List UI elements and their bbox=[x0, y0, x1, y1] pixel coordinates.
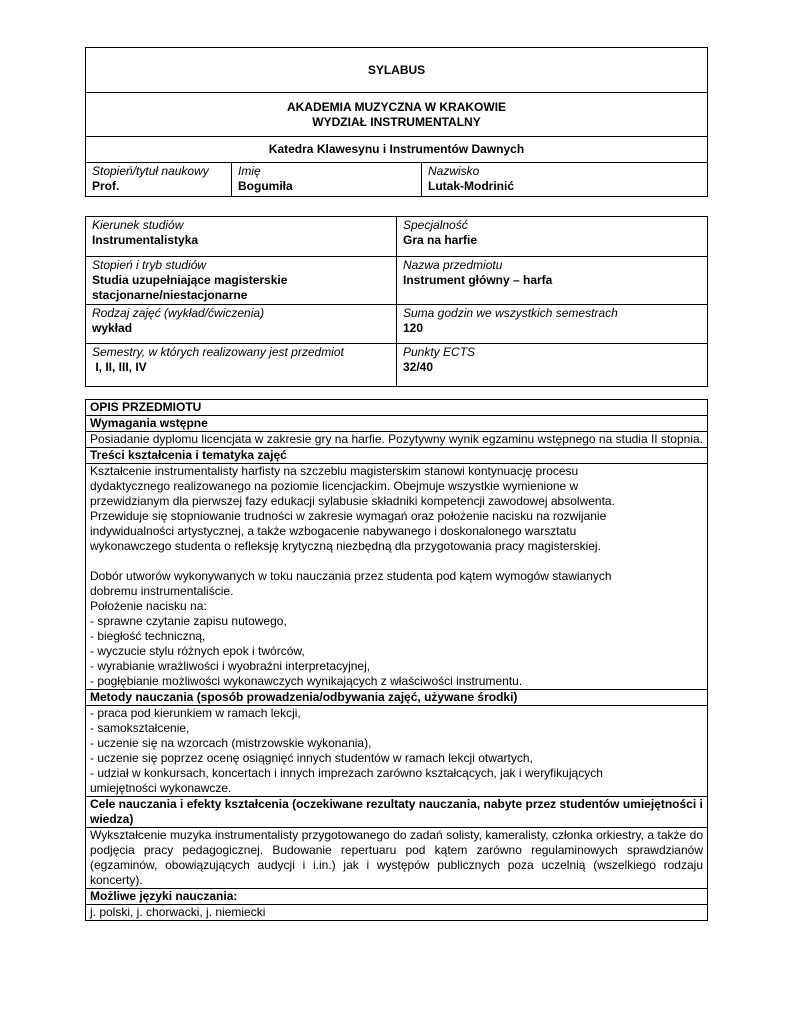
content-heading: Treści kształcenia i tematyka zajęć bbox=[86, 448, 708, 464]
semesters-value: I, II, III, IV bbox=[92, 360, 147, 374]
specialty-cell bbox=[397, 217, 708, 257]
hours-value: 120 bbox=[403, 321, 424, 335]
ects-label: Punkty ECTS bbox=[403, 345, 476, 359]
field-label: Kierunek studiów bbox=[92, 218, 184, 232]
academy-name: AKADEMIA MUZYCZNA W KRAKOWIE bbox=[286, 99, 507, 114]
firstname-cell bbox=[232, 163, 422, 197]
methods-heading: Metody nauczania (sposób prowadzenia/odbywania zajęć, używane środki) bbox=[86, 690, 708, 706]
level-value: Studia uzupełniające magisterskie stacjonarne/niestacjonarne bbox=[92, 273, 288, 302]
header-table bbox=[85, 47, 708, 197]
class-type-label: Rodzaj zajęć (wykład/ćwiczenia) bbox=[92, 306, 265, 320]
document-title: SYLABUS bbox=[86, 48, 708, 93]
semesters-cell bbox=[86, 344, 397, 387]
degree-label: Stopień/tytuł naukowy bbox=[92, 164, 209, 178]
prerequisites-text: Posiadanie dyplomu licencjata w zakresie gry na harfie. Pozytywny wynik egzaminu wstępnego na studia II stopnia. bbox=[86, 432, 708, 448]
field-value: Instrumentalistyka bbox=[92, 233, 199, 247]
study-info-table bbox=[85, 216, 708, 387]
subject-value: Instrument główny – harfa bbox=[403, 273, 553, 287]
lastname-cell bbox=[422, 163, 708, 197]
field-cell bbox=[86, 217, 397, 257]
description-table bbox=[85, 399, 708, 921]
class-type-value: wykład bbox=[92, 321, 133, 335]
department-name: Katedra Klawesynu i Instrumentów Dawnych bbox=[86, 137, 708, 163]
class-type-cell bbox=[86, 305, 397, 344]
methods-text: - praca pod kierunkiem w ramach lekcji, - samokształcenie, - uczenie się na wzorcach (mistrzowskie wykonania), - uczenie się poprzez ocenę osiągnięć innych studentów w ramach lekcji otwartych, - udział w konkursach, koncertach i innych imprezach zarówno kształcących, jak i weryfikujących umiejętności wykonawcze. bbox=[86, 706, 708, 797]
languages-heading: Możliwe języki nauczania: bbox=[86, 889, 708, 905]
level-cell bbox=[86, 257, 397, 305]
lastname-value: Lutak-Modrinić bbox=[428, 179, 514, 193]
specialty-label: Specjalność bbox=[403, 218, 468, 232]
prerequisites-heading: Wymagania wstępne bbox=[86, 416, 708, 432]
subject-cell bbox=[397, 257, 708, 305]
semesters-label: Semestry, w których realizowany jest przedmiot bbox=[92, 345, 344, 359]
goals-heading: Cele nauczania i efekty kształcenia (oczekiwane rezultaty nauczania, nabyte przez studentów umiejętności i wiedza) bbox=[86, 797, 708, 828]
institution-cell bbox=[86, 93, 708, 137]
degree-cell bbox=[86, 163, 232, 197]
ects-value: 32/40 bbox=[403, 360, 434, 374]
level-label: Stopień i tryb studiów bbox=[92, 258, 207, 272]
lastname-label: Nazwisko bbox=[428, 164, 480, 178]
languages-text: j. polski, j. chorwacki, j. niemiecki bbox=[86, 905, 708, 921]
hours-label: Suma godzin we wszystkich semestrach bbox=[403, 306, 618, 320]
content-text: Kształcenie instrumentalisty harfisty na szczeblu magisterskim stanowi kontynuację procesu dydaktycznego realizowanego na poziomie licencjackim. Obejmuje wszystkie wymienione w przewidzianym dla pierwszej fazy edukacji sylabusie składniki kompetencji zawodowej absolwenta. Przewiduje się stopniowanie trudności w zakresie wymagań oraz położenie nacisku na rozwijanie indywidualności artystycznej, a także wzbogacenie nabywanego i doskonalonego warsztatu wykonawczego studenta o refleksję krytyczną niezbędną dla przygotowania pracy magisterskiej. Dobór utworów wykonywanych w toku nauczania przez studenta pod kątem wymogów stawianych dobremu instrumentaliście. Położenie nacisku na: - sprawne czytanie zapisu nutowego, - biegłość techniczną, - wyczucie stylu różnych epok i twórców, - wyrabianie wrażliwości i wyobraźni interpretacyjnej, - pogłębianie możliwości wykonawczych wynikających z właściwości instrumentu. bbox=[86, 464, 708, 690]
hours-cell bbox=[397, 305, 708, 344]
subject-label: Nazwa przedmiotu bbox=[403, 258, 503, 272]
firstname-label: Imię bbox=[238, 164, 261, 178]
ects-cell bbox=[397, 344, 708, 387]
faculty-name: WYDZIAŁ INSTRUMENTALNY bbox=[312, 114, 481, 129]
goals-text: Wykształcenie muzyka instrumentalisty przygotowanego do zadań solisty, kameralisty, członka orkiestry, a także do podjęcia pracy pedagogicznej. Budowanie repertuaru pod kątem zarówno regulaminowych sprawdzianów (egzaminów, obowiązujących audycji i i.in.) jak i występów publicznych poza uczelnią (wszelkiego rodzaju koncerty). bbox=[86, 828, 708, 889]
specialty-value: Gra na harfie bbox=[403, 233, 478, 247]
description-title: OPIS PRZEDMIOTU bbox=[86, 400, 708, 416]
firstname-value: Bogumiła bbox=[238, 179, 293, 193]
degree-value: Prof. bbox=[92, 179, 120, 193]
